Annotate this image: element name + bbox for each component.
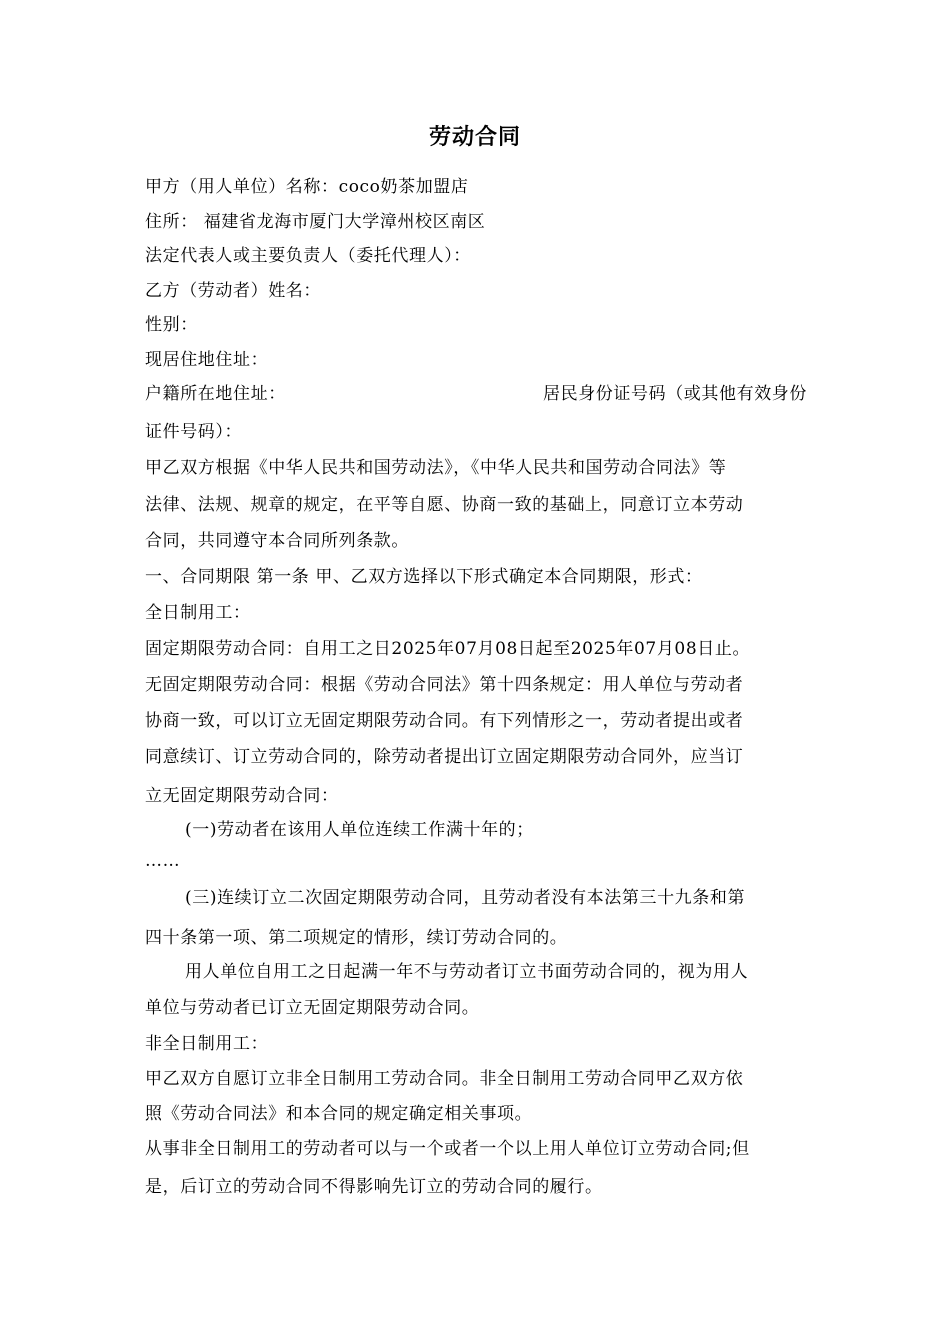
paragraph-line: 甲乙双方根据《中华人民共和国劳动法》，《中华人民共和国劳动合同法》等: [145, 458, 727, 478]
clause-item-1: (一)劳动者在该用人单位连续工作满十年的；: [185, 820, 534, 840]
paragraph-line: 照《劳动合同法》和本合同的规定确定相关事项。: [145, 1104, 533, 1124]
gender: 性别：: [145, 315, 198, 335]
party-b-name: 乙方（劳动者）姓名：: [145, 281, 321, 301]
paragraph-line: 合同，共同遵守本合同所列条款。: [145, 531, 409, 551]
paragraph-line: 甲乙双方自愿订立非全日制用工劳动合同。非全日制用工劳动合同甲乙双方依: [145, 1069, 744, 1089]
clause-item-3: (三)连续订立二次固定期限劳动合同，且劳动者没有本法第三十九条和第: [185, 888, 746, 908]
paragraph-line: 是，后订立的劳动合同不得影响先订立的劳动合同的履行。: [145, 1177, 603, 1197]
household-registration-row: [145, 383, 807, 405]
household-address-label: 户籍所在地住址：: [145, 384, 286, 404]
current-address: 现居住地住址：: [145, 350, 269, 370]
paragraph-line: 协商一致，可以订立无固定期限劳动合同。有下列情形之一，劳动者提出或者: [145, 711, 744, 731]
paragraph-line: 法律、法规、规章的规定，在平等自愿、协商一致的基础上，同意订立本劳动: [145, 495, 744, 515]
section-contract-term: 一、合同期限 第一条 甲、乙双方选择以下形式确定本合同期限，形式：: [145, 567, 703, 587]
ellipsis: ……: [145, 851, 181, 871]
paragraph-line: 立无固定期限劳动合同：: [145, 786, 339, 806]
paragraph-line: 四十条第一项、第二项规定的情形，续订劳动合同的。: [145, 928, 568, 948]
id-number-label: 居民身份证号码（或其他有效身份: [543, 384, 807, 404]
fixed-term-contract: 固定期限劳动合同：自用工之日2025年07月08日起至2025年07月08日止。: [145, 639, 751, 659]
party-a-name: 甲方（用人单位）名称：coco奶茶加盟店: [145, 177, 469, 197]
legal-representative: 法定代表人或主要负责人（委托代理人）：: [145, 246, 471, 266]
party-a-address: 住所： 福建省龙海市厦门大学漳州校区南区: [145, 212, 486, 232]
paragraph-line: 无固定期限劳动合同：根据《劳动合同法》第十四条规定：用人单位与劳动者: [145, 675, 744, 695]
document-title: 劳动合同: [428, 125, 521, 150]
part-time-heading: 非全日制用工：: [145, 1034, 269, 1054]
id-number-continued: 证件号码）：: [145, 422, 243, 442]
paragraph-line: 单位与劳动者已订立无固定期限劳动合同。: [145, 998, 480, 1018]
paragraph-line: 同意续订、订立劳动合同的，除劳动者提出订立固定期限劳动合同外，应当订: [145, 747, 744, 767]
paragraph-line: 从事非全日制用工的劳动者可以与一个或者一个以上用人单位订立劳动合同;但: [145, 1139, 750, 1159]
full-time-heading: 全日制用工：: [145, 603, 251, 623]
paragraph-line: 用人单位自用工之日起满一年不与劳动者订立书面劳动合同的，视为用人: [185, 962, 749, 982]
